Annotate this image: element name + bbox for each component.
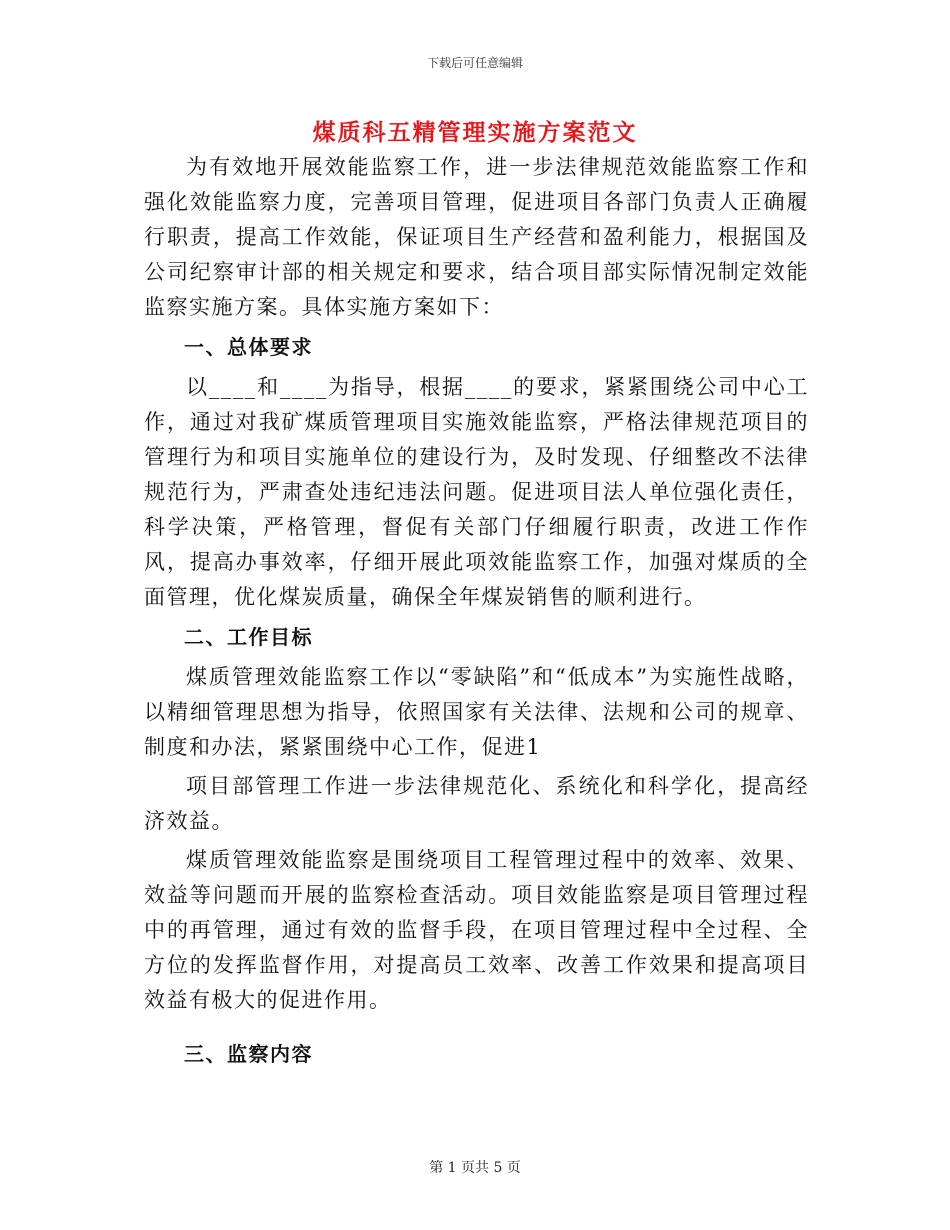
section-3-heading: 三、监察内容 [184,1042,313,1066]
section-1-paragraph: 以____和____为指导，根据____的要求，紧紧围绕公司中心工作，通过对我矿煤质管理项目实施效能监察，严格法律规范项目的管理行为和项目实施单位的建设行为，及时发现、仔细整改不法律规范行为，严肃查处违纪违法问题。促进项目法人单位强化责任，科学决策，严格管理，督促有关部门仔细履行职责，改进工作作风，提高办事效率，仔细开展此项效能监察工作，加强对煤质的全面管理，优化煤炭质量，确保全年煤炭销售的顺利进行。 [144,375,809,609]
page-footer: 第 1 页共 5 页 [429,1160,521,1176]
header-note: 下载后可任意编辑 [426,56,523,70]
section-2-paragraph-1: 煤质管理效能监察工作以“零缺陷”和“低成本”为实施性战略，以精细管理思想为指导，依照国家有关法律、法规和公司的规章、制度和办法，紧紧围绕中心工作，促进1 [144,665,809,759]
section-2-paragraph-2: 项目部管理工作进一步法律规范化、系统化和科学化，提高经济效益。 [144,774,809,833]
section-2-paragraph-3: 煤质管理效能监察是围绕项目工程管理过程中的效率、效果、效益等问题而开展的监察检查活动。项目效能监察是项目管理过程中的再管理，通过有效的监督手段，在项目管理过程中全过程、全方位的发挥监督作用，对提高员工效率、改善工作效果和提高项目效益有极大的促进作用。 [144,848,809,1012]
intro-paragraph: 为有效地开展效能监察工作，进一步法律规范效能监察工作和强化效能监察力度，完善项目管理，促进项目各部门负责人正确履行职责，提高工作效能，保证项目生产经营和盈利能力，根据国及公司纪察审计部的相关规定和要求，结合项目部实际情况制定效能监察实施方案。具体实施方案如下： [144,155,809,319]
document-title: 煤质科五精管理实施方案范文 [312,119,638,146]
section-1-heading: 一、总体要求 [184,335,313,359]
section-2-heading: 二、工作目标 [184,625,313,649]
document-body [144,150,809,1073]
